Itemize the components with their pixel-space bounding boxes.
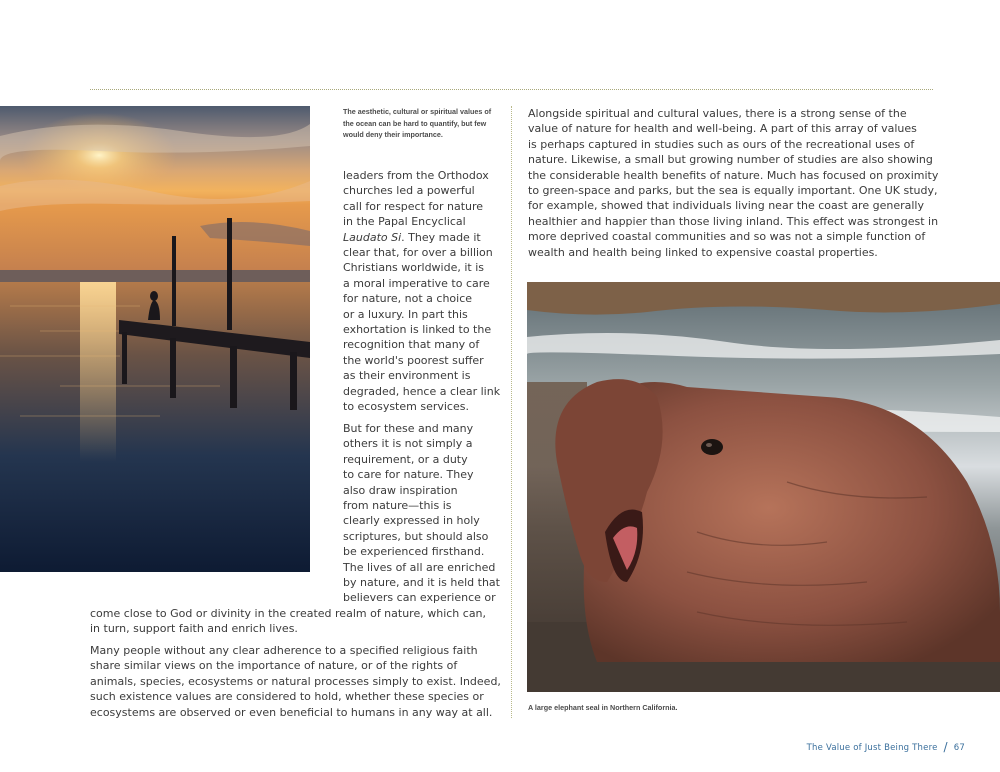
top-dotted-rule — [90, 89, 933, 90]
publication-title: The Value of Just Being There — [806, 743, 938, 753]
text-line: Christians worldwide, it is — [343, 261, 485, 275]
text-line: ecosystems are observed or even beneficial to humans in any way at all. — [90, 705, 493, 719]
text-line: to ecosystem services. — [343, 400, 469, 414]
text-line: believers can experience or — [343, 591, 496, 605]
text-line: the considerable health benefits of nature. Much has focused on proximity — [528, 168, 939, 182]
text-line: be experienced firsthand. — [343, 545, 485, 559]
text-line: requirement, or a duty — [343, 452, 468, 466]
sunset-caption — [343, 106, 493, 141]
text-line: nature. Likewise, a small but growing number of studies are also showing — [528, 153, 933, 167]
text-line: Many people without any clear adherence to a specified religious faith — [90, 644, 478, 657]
text-line: from nature—this is — [343, 499, 452, 513]
text-line: for nature, not a choice — [343, 292, 473, 306]
page-footer — [807, 740, 965, 754]
text-line: the world's poorest suffer — [343, 353, 484, 367]
text-line: come close to God or divinity in the created realm of nature, which can, — [90, 607, 487, 620]
text-line: a moral imperative to care — [343, 276, 490, 290]
text-line: or a luxury. In part this — [343, 307, 468, 321]
paragraph-health — [528, 106, 968, 260]
text-line: value of nature for health and well-being. A part of this array of values — [528, 122, 917, 136]
text-line: to green-space and parks, but the sea is equally important. One UK study, — [528, 184, 938, 198]
text-line: also draw inspiration — [343, 483, 458, 497]
text-line: in turn, support faith and enrich lives. — [90, 622, 298, 636]
text-line: clearly expressed in holy — [343, 514, 480, 528]
seal-caption: A large elephant seal in Northern California. — [528, 703, 678, 712]
page-number: 67 — [953, 743, 965, 753]
text-line — [343, 230, 508, 245]
text-line: by nature, and it is held that — [343, 576, 500, 590]
text-line: clear that, for over a billion — [343, 246, 493, 260]
text-line: more deprived coastal communities and so was not a simple function of — [528, 230, 926, 244]
text-line: such existence values are considered to hold, whether these species or — [90, 690, 484, 704]
text-line: wealth and health being linked to expensive coastal properties. — [528, 245, 878, 259]
paragraph-orthodox — [343, 168, 508, 415]
text-line: call for respect for nature — [343, 199, 484, 213]
paragraph-existence-values — [90, 643, 510, 720]
text-line: as their environment is — [343, 369, 471, 383]
text-line: in the Papal Encyclical — [343, 215, 466, 229]
text-line: animals, species, ecosystems or natural processes simply to exist. Indeed, — [90, 674, 501, 688]
text-line: recognition that many of — [343, 338, 480, 352]
text-line: The lives of all are enriched — [343, 560, 496, 574]
text-line: But for these and many — [343, 422, 474, 435]
text-line: Alongside spiritual and cultural values, there is a strong sense of the — [528, 107, 907, 120]
text-line: scriptures, but should also — [343, 529, 489, 543]
text-line: healthier and happier than those living inland. This effect was strongest in — [528, 214, 939, 228]
encyclical-title: Laudato Si — [343, 230, 402, 244]
caption-line: the ocean can be hard to quantify, but few — [343, 118, 487, 128]
paragraph-inspiration-continued — [90, 606, 510, 637]
paragraph-inspiration — [343, 421, 508, 606]
elephant-seal-photo — [527, 282, 1000, 692]
text-line: others it is not simply a — [343, 437, 473, 451]
text-line: to care for nature. They — [343, 468, 474, 482]
column-dotted-divider — [511, 106, 512, 718]
text-line: degraded, hence a clear link — [343, 384, 501, 398]
text-line: share similar views on the importance of nature, or of the rights of — [90, 659, 458, 673]
text-line: exhortation is linked to the — [343, 323, 492, 337]
sunset-pier-photo — [0, 106, 310, 572]
footer-slash-divider: / — [943, 740, 948, 754]
caption-line: would deny their importance. — [343, 130, 443, 140]
text-line: for example, showed that individuals living near the coast are generally — [528, 199, 924, 213]
text-line: leaders from the Orthodox — [343, 169, 489, 182]
caption-line: The aesthetic, cultural or spiritual values of — [343, 107, 492, 116]
encyclical-after: . They made it — [401, 230, 481, 244]
text-line: is perhaps captured in studies such as ours of the recreational uses of — [528, 137, 915, 151]
text-line: churches led a powerful — [343, 184, 475, 198]
